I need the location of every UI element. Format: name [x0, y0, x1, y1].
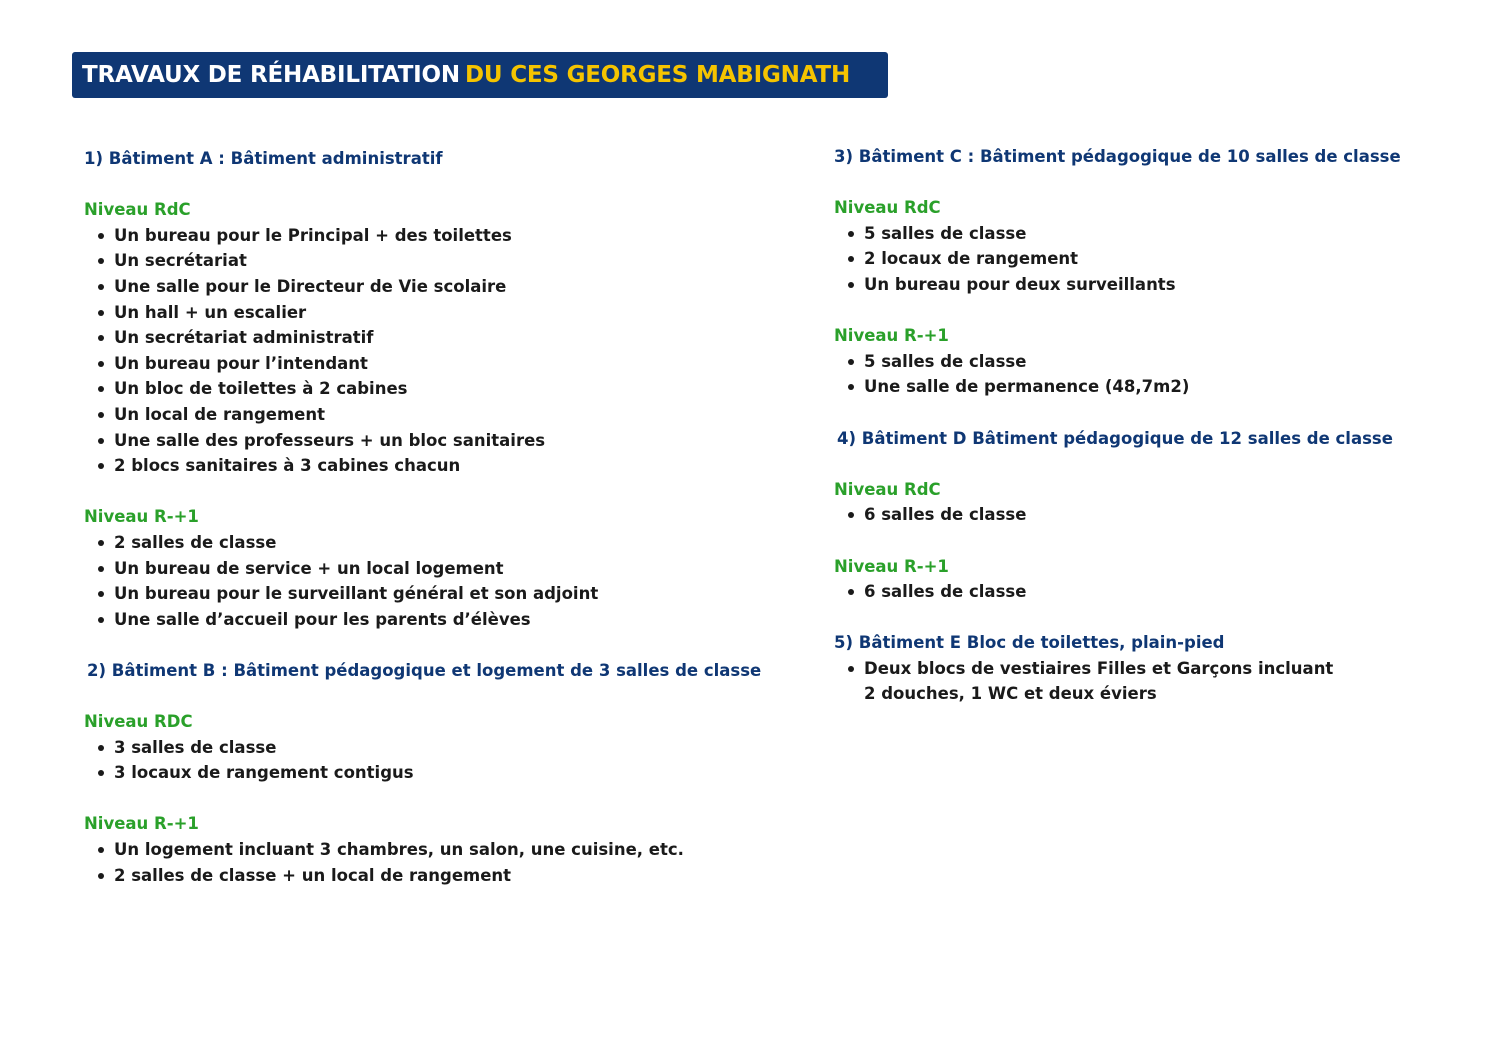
list-item: Deux blocs de vestiaires Filles et Garçons incluant 2 douches, 1 WC et deux éviers — [834, 656, 1334, 707]
level-title-d-r1: Niveau R-+1 — [834, 556, 949, 576]
left-column — [84, 146, 784, 888]
section-title-batiment-a: 1) Bâtiment A : Bâtiment administratif — [84, 149, 443, 168]
bullet-icon — [98, 258, 104, 264]
bullet-icon — [848, 359, 854, 365]
list-item: 6 salles de classe — [834, 502, 1500, 528]
bullet-icon — [848, 589, 854, 595]
bullet-icon — [848, 666, 854, 672]
bullet-icon — [98, 412, 104, 418]
list-item: 3 locaux de rangement contigus — [84, 760, 784, 786]
section-title-batiment-c: 3) Bâtiment C : Bâtiment pédagogique de 10 salles de classe — [834, 147, 1401, 166]
section-title-batiment-e: 5) Bâtiment E Bloc de toilettes, plain-pied — [834, 633, 1225, 653]
bullet-icon — [98, 233, 104, 239]
list-b-rdc — [84, 735, 784, 786]
bullet-icon — [848, 231, 854, 237]
list-item: Une salle des professeurs + un bloc sanitaires — [84, 428, 784, 454]
bullet-icon — [98, 361, 104, 367]
bullet-icon — [98, 310, 104, 316]
level-title-b-r1: Niveau R-+1 — [84, 814, 199, 834]
list-item: 2 blocs sanitaires à 3 cabines chacun — [84, 453, 784, 479]
list-item: Un bureau pour le surveillant général et son adjoint — [84, 581, 784, 607]
list-item: Un hall + un escalier — [84, 300, 784, 326]
bullet-icon — [848, 384, 854, 390]
list-item: Un local de rangement — [84, 402, 784, 428]
bullet-icon — [98, 386, 104, 392]
bullet-icon — [98, 540, 104, 546]
level-title-c-rdc: Niveau RdC — [834, 198, 941, 218]
list-item: 5 salles de classe — [834, 349, 1500, 375]
bullet-icon — [98, 284, 104, 290]
bullet-icon — [98, 566, 104, 572]
title-part-1: TRAVAUX DE RÉHABILITATION — [82, 62, 460, 88]
bullet-icon — [98, 847, 104, 853]
list-b-r1 — [84, 837, 784, 888]
list-item: Un secrétariat administratif — [84, 325, 784, 351]
bullet-icon — [98, 873, 104, 879]
level-title-b-rdc: Niveau RDC — [84, 712, 193, 732]
level-title-c-r1: Niveau R-+1 — [834, 326, 949, 346]
right-column — [834, 144, 1500, 707]
list-item: Un bureau pour deux surveillants — [834, 272, 1500, 298]
level-title-a-r1: Niveau R-+1 — [84, 507, 199, 527]
list-item: 5 salles de classe — [834, 221, 1500, 247]
list-item: 3 salles de classe — [84, 735, 784, 761]
list-item: Un bloc de toilettes à 2 cabines — [84, 376, 784, 402]
list-item: 6 salles de classe — [834, 579, 1500, 605]
level-title-a-rdc: Niveau RdC — [84, 200, 191, 220]
list-c-r1 — [834, 349, 1500, 400]
list-d-rdc — [834, 502, 1500, 528]
bullet-icon — [98, 438, 104, 444]
list-e — [834, 656, 1500, 707]
list-item: Un bureau pour le Principal + des toilettes — [84, 223, 784, 249]
list-a-r1 — [84, 530, 784, 632]
list-a-rdc — [84, 223, 784, 479]
section-title-batiment-b: 2) Bâtiment B : Bâtiment pédagogique et logement de 3 salles de classe — [87, 660, 762, 680]
level-title-d-rdc: Niveau RdC — [834, 479, 941, 499]
bullet-icon — [848, 282, 854, 288]
title-banner — [72, 52, 888, 98]
list-item: 2 salles de classe — [84, 530, 784, 556]
bullet-icon — [98, 770, 104, 776]
list-item: 2 salles de classe + un local de rangement — [84, 863, 784, 889]
bullet-icon — [98, 591, 104, 597]
list-item: Un logement incluant 3 chambres, un salon, une cuisine, etc. — [84, 837, 784, 863]
bullet-icon — [848, 512, 854, 518]
list-c-rdc — [834, 221, 1500, 298]
bullet-icon — [98, 463, 104, 469]
list-item: Une salle de permanence (48,7m2) — [834, 374, 1500, 400]
list-item: Un secrétariat — [84, 248, 784, 274]
bullet-icon — [848, 256, 854, 262]
list-item: 2 locaux de rangement — [834, 246, 1500, 272]
section-title-batiment-d: 4) Bâtiment D Bâtiment pédagogique de 12 salles de classe — [837, 428, 1393, 448]
list-item: Une salle d’accueil pour les parents d’élèves — [84, 607, 784, 633]
bullet-icon — [98, 335, 104, 341]
list-item: Une salle pour le Directeur de Vie scolaire — [84, 274, 784, 300]
list-item: Un bureau pour l’intendant — [84, 351, 784, 377]
title-part-2: DU CES GEORGES MABIGNATH — [465, 62, 851, 88]
list-item: Un bureau de service + un local logement — [84, 556, 784, 582]
list-d-r1 — [834, 579, 1500, 605]
bullet-icon — [98, 617, 104, 623]
bullet-icon — [98, 745, 104, 751]
